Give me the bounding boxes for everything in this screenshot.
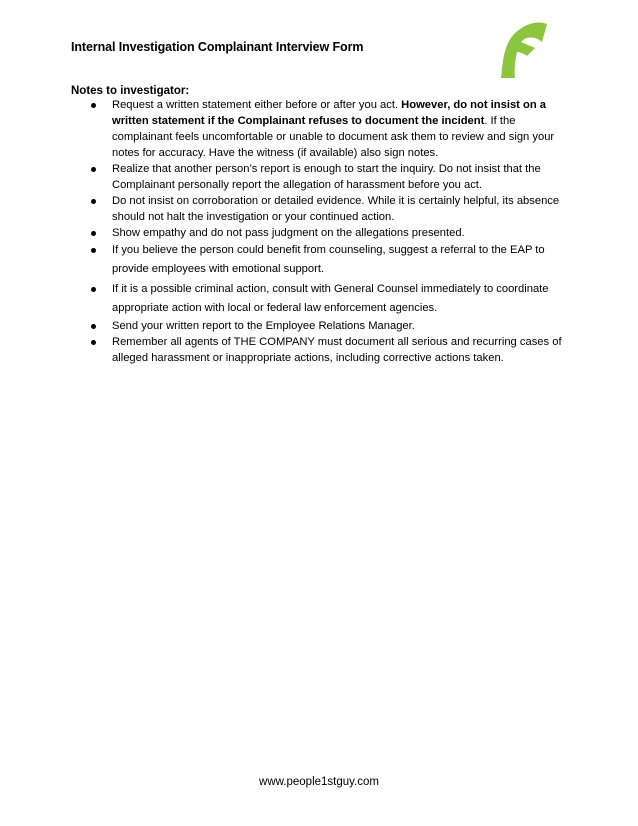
list-item-text: Realize that another person’s report is enough to start the inquiry. Do not insist that the Complainant personally report the allegation of harassment before you act. bbox=[112, 163, 541, 191]
list-item-text-after: . If the complainant feels uncomfortable or unable to document ask them to review and sign your notes for accuracy. Have the witness (if available) also sign notes. bbox=[112, 115, 555, 159]
footer-url: www.people1stguy.com bbox=[259, 776, 379, 788]
bullet-icon bbox=[91, 103, 96, 108]
list-item bbox=[88, 334, 566, 366]
list-item bbox=[88, 225, 566, 241]
bullet-icon bbox=[91, 287, 96, 292]
list-item-text: If you believe the person could benefit from counseling, suggest a referral to the EAP to provide employees with emotional support. bbox=[112, 244, 545, 275]
bullet-icon bbox=[91, 248, 96, 253]
list-item-text: If it is a possible criminal action, consult with General Counsel immediately to coordinate appropriate action with local or federal law enforcement agencies. bbox=[112, 283, 549, 314]
list-item-text: Send your written report to the Employee Relations Manager. bbox=[112, 320, 415, 332]
list-item bbox=[88, 161, 566, 193]
logo-shape bbox=[501, 22, 547, 78]
list-item-text: Remember all agents of THE COMPANY must document all serious and recurring cases of alleged harassment or inappropriate actions, including corrective actions taken. bbox=[112, 336, 562, 364]
company-logo-icon bbox=[495, 20, 547, 78]
bullet-icon bbox=[91, 199, 96, 204]
list-item bbox=[88, 241, 566, 279]
list-item-text: Do not insist on corroboration or detailed evidence. While it is certainly helpful, its absence should not halt the investigation or your continued action. bbox=[112, 195, 560, 223]
list-item bbox=[88, 318, 566, 334]
list-item bbox=[88, 280, 566, 318]
bullet-icon bbox=[91, 167, 96, 172]
bullet-icon bbox=[91, 324, 96, 329]
bullet-icon bbox=[91, 231, 96, 236]
page-header-title: Internal Investigation Complainant Interview Form bbox=[71, 40, 364, 54]
list-item bbox=[88, 193, 566, 225]
notes-heading: Notes to investigator: bbox=[71, 85, 190, 97]
list-item-bold-text: However, do not insist on a written statement if the Complainant refuses to document the incident bbox=[112, 99, 547, 127]
list-item bbox=[88, 97, 566, 161]
notes-list bbox=[88, 97, 566, 366]
bullet-icon bbox=[91, 340, 96, 345]
list-item-text: Request a written statement either before or after you act. bbox=[112, 99, 402, 111]
list-item-text: Show empathy and do not pass judgment on the allegations presented. bbox=[112, 227, 465, 239]
